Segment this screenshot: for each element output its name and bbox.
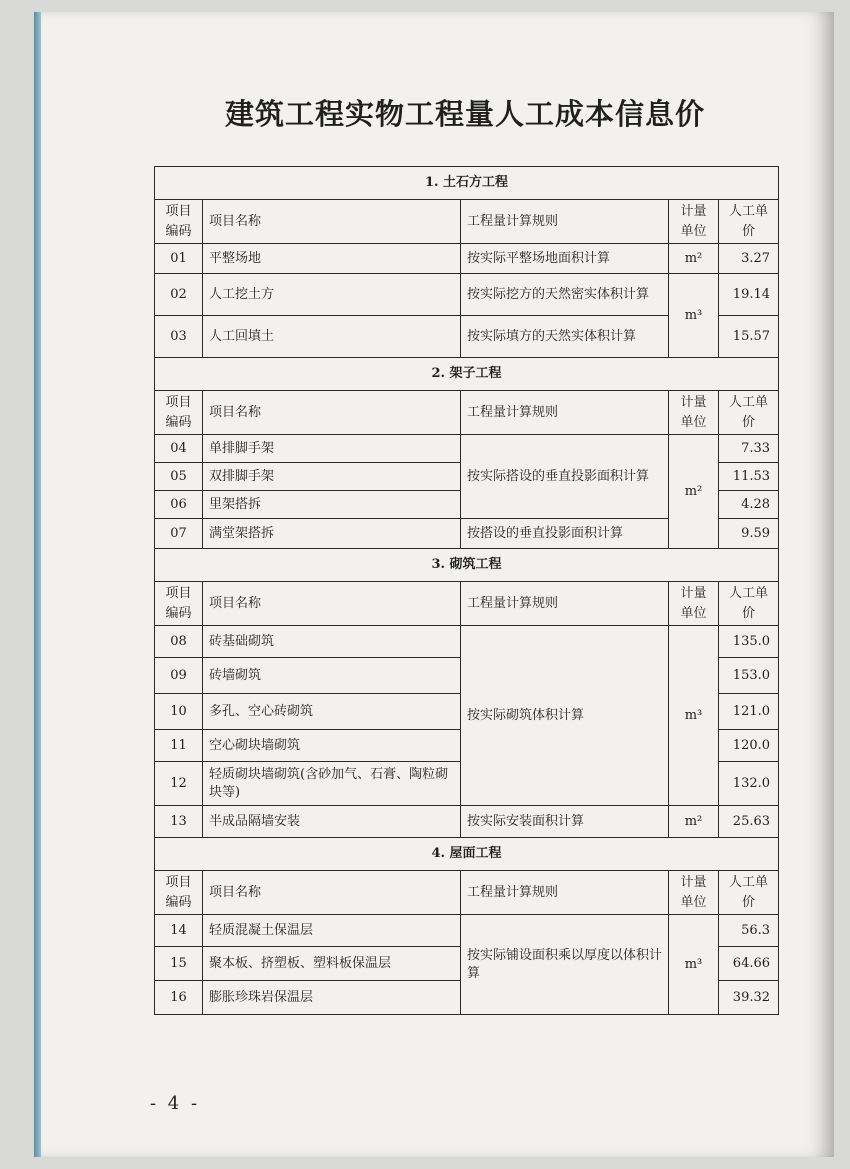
item-price: 120.0 bbox=[719, 730, 779, 762]
item-price: 11.53 bbox=[719, 463, 779, 491]
item-name: 里架搭拆 bbox=[203, 491, 461, 519]
item-code: 09 bbox=[155, 658, 203, 694]
table-row bbox=[155, 806, 779, 838]
section-title: 3. 砌筑工程 bbox=[155, 549, 779, 582]
item-code: 03 bbox=[155, 316, 203, 358]
item-rule: 按实际填方的天然实体积计算 bbox=[461, 316, 669, 358]
item-unit: m³ bbox=[669, 274, 719, 358]
section-header-row bbox=[155, 838, 779, 871]
item-unit: m² bbox=[669, 806, 719, 838]
item-name: 轻质砌块墙砌筑(含砂加气、石膏、陶粒砌块等) bbox=[203, 762, 461, 806]
header-price: 人工单价 bbox=[719, 871, 779, 915]
header-rule: 工程量计算规则 bbox=[461, 391, 669, 435]
page-number: - 4 - bbox=[150, 1093, 201, 1114]
section-header-row bbox=[155, 167, 779, 200]
item-price: 19.14 bbox=[719, 274, 779, 316]
item-code: 15 bbox=[155, 947, 203, 981]
item-name: 轻质混凝土保温层 bbox=[203, 915, 461, 947]
table-row bbox=[155, 626, 779, 658]
section-title: 2. 架子工程 bbox=[155, 358, 779, 391]
item-code: 16 bbox=[155, 981, 203, 1015]
page-title: 建筑工程实物工程量人工成本信息价 bbox=[224, 97, 705, 131]
item-price: 153.0 bbox=[719, 658, 779, 694]
item-rule: 按实际挖方的天然密实体积计算 bbox=[461, 274, 669, 316]
item-price: 4.28 bbox=[719, 491, 779, 519]
header-code: 项目编码 bbox=[155, 391, 203, 435]
table-row bbox=[155, 274, 779, 316]
item-code: 11 bbox=[155, 730, 203, 762]
section-title: 4. 屋面工程 bbox=[155, 838, 779, 871]
item-price: 9.59 bbox=[719, 519, 779, 549]
item-code: 02 bbox=[155, 274, 203, 316]
header-unit: 计量单位 bbox=[669, 391, 719, 435]
item-name: 多孔、空心砖砌筑 bbox=[203, 694, 461, 730]
item-name: 砖墙砌筑 bbox=[203, 658, 461, 694]
item-name: 空心砌块墙砌筑 bbox=[203, 730, 461, 762]
item-price: 121.0 bbox=[719, 694, 779, 730]
labor-cost-table bbox=[154, 166, 779, 1015]
item-rule: 按实际砌筑体积计算 bbox=[461, 626, 669, 806]
item-rule: 按实际铺设面积乘以厚度以体积计算 bbox=[461, 915, 669, 1015]
header-name: 项目名称 bbox=[203, 391, 461, 435]
item-code: 12 bbox=[155, 762, 203, 806]
item-name: 聚本板、挤塑板、塑料板保温层 bbox=[203, 947, 461, 981]
item-unit: m³ bbox=[669, 915, 719, 1015]
header-rule: 工程量计算规则 bbox=[461, 871, 669, 915]
item-name: 双排脚手架 bbox=[203, 463, 461, 491]
item-code: 07 bbox=[155, 519, 203, 549]
column-header-row bbox=[155, 391, 779, 435]
item-price: 64.66 bbox=[719, 947, 779, 981]
header-unit: 计量单位 bbox=[669, 200, 719, 244]
binding-edge bbox=[34, 12, 41, 1157]
item-price: 15.57 bbox=[719, 316, 779, 358]
header-price: 人工单价 bbox=[719, 200, 779, 244]
item-name: 单排脚手架 bbox=[203, 435, 461, 463]
item-name: 平整场地 bbox=[203, 244, 461, 274]
item-rule: 按搭设的垂直投影面积计算 bbox=[461, 519, 669, 549]
section-header-row bbox=[155, 358, 779, 391]
header-rule: 工程量计算规则 bbox=[461, 200, 669, 244]
item-price: 39.32 bbox=[719, 981, 779, 1015]
table-row bbox=[155, 915, 779, 947]
header-unit: 计量单位 bbox=[669, 871, 719, 915]
header-name: 项目名称 bbox=[203, 871, 461, 915]
column-header-row bbox=[155, 582, 779, 626]
item-code: 08 bbox=[155, 626, 203, 658]
item-code: 14 bbox=[155, 915, 203, 947]
item-code: 01 bbox=[155, 244, 203, 274]
item-code: 10 bbox=[155, 694, 203, 730]
header-code: 项目编码 bbox=[155, 871, 203, 915]
item-rule: 按实际安装面积计算 bbox=[461, 806, 669, 838]
header-price: 人工单价 bbox=[719, 391, 779, 435]
item-code: 04 bbox=[155, 435, 203, 463]
item-name: 人工回填土 bbox=[203, 316, 461, 358]
item-unit: m² bbox=[669, 244, 719, 274]
header-rule: 工程量计算规则 bbox=[461, 582, 669, 626]
item-unit: m² bbox=[669, 435, 719, 549]
section-header-row bbox=[155, 549, 779, 582]
item-name: 满堂架搭拆 bbox=[203, 519, 461, 549]
header-unit: 计量单位 bbox=[669, 582, 719, 626]
item-price: 25.63 bbox=[719, 806, 779, 838]
item-code: 06 bbox=[155, 491, 203, 519]
header-code: 项目编码 bbox=[155, 200, 203, 244]
column-header-row bbox=[155, 871, 779, 915]
section-title: 1. 土石方工程 bbox=[155, 167, 779, 200]
item-price: 132.0 bbox=[719, 762, 779, 806]
item-rule: 按实际平整场地面积计算 bbox=[461, 244, 669, 274]
item-name: 半成品隔墙安装 bbox=[203, 806, 461, 838]
column-header-row bbox=[155, 200, 779, 244]
item-code: 05 bbox=[155, 463, 203, 491]
item-name: 人工挖土方 bbox=[203, 274, 461, 316]
item-price: 135.0 bbox=[719, 626, 779, 658]
table-row bbox=[155, 435, 779, 463]
table-row bbox=[155, 244, 779, 274]
item-name: 膨胀珍珠岩保温层 bbox=[203, 981, 461, 1015]
header-name: 项目名称 bbox=[203, 200, 461, 244]
header-price: 人工单价 bbox=[719, 582, 779, 626]
item-price: 3.27 bbox=[719, 244, 779, 274]
header-code: 项目编码 bbox=[155, 582, 203, 626]
header-name: 项目名称 bbox=[203, 582, 461, 626]
item-price: 56.3 bbox=[719, 915, 779, 947]
item-code: 13 bbox=[155, 806, 203, 838]
item-name: 砖基础砌筑 bbox=[203, 626, 461, 658]
item-price: 7.33 bbox=[719, 435, 779, 463]
item-unit: m³ bbox=[669, 626, 719, 806]
item-rule: 按实际搭设的垂直投影面积计算 bbox=[461, 435, 669, 519]
